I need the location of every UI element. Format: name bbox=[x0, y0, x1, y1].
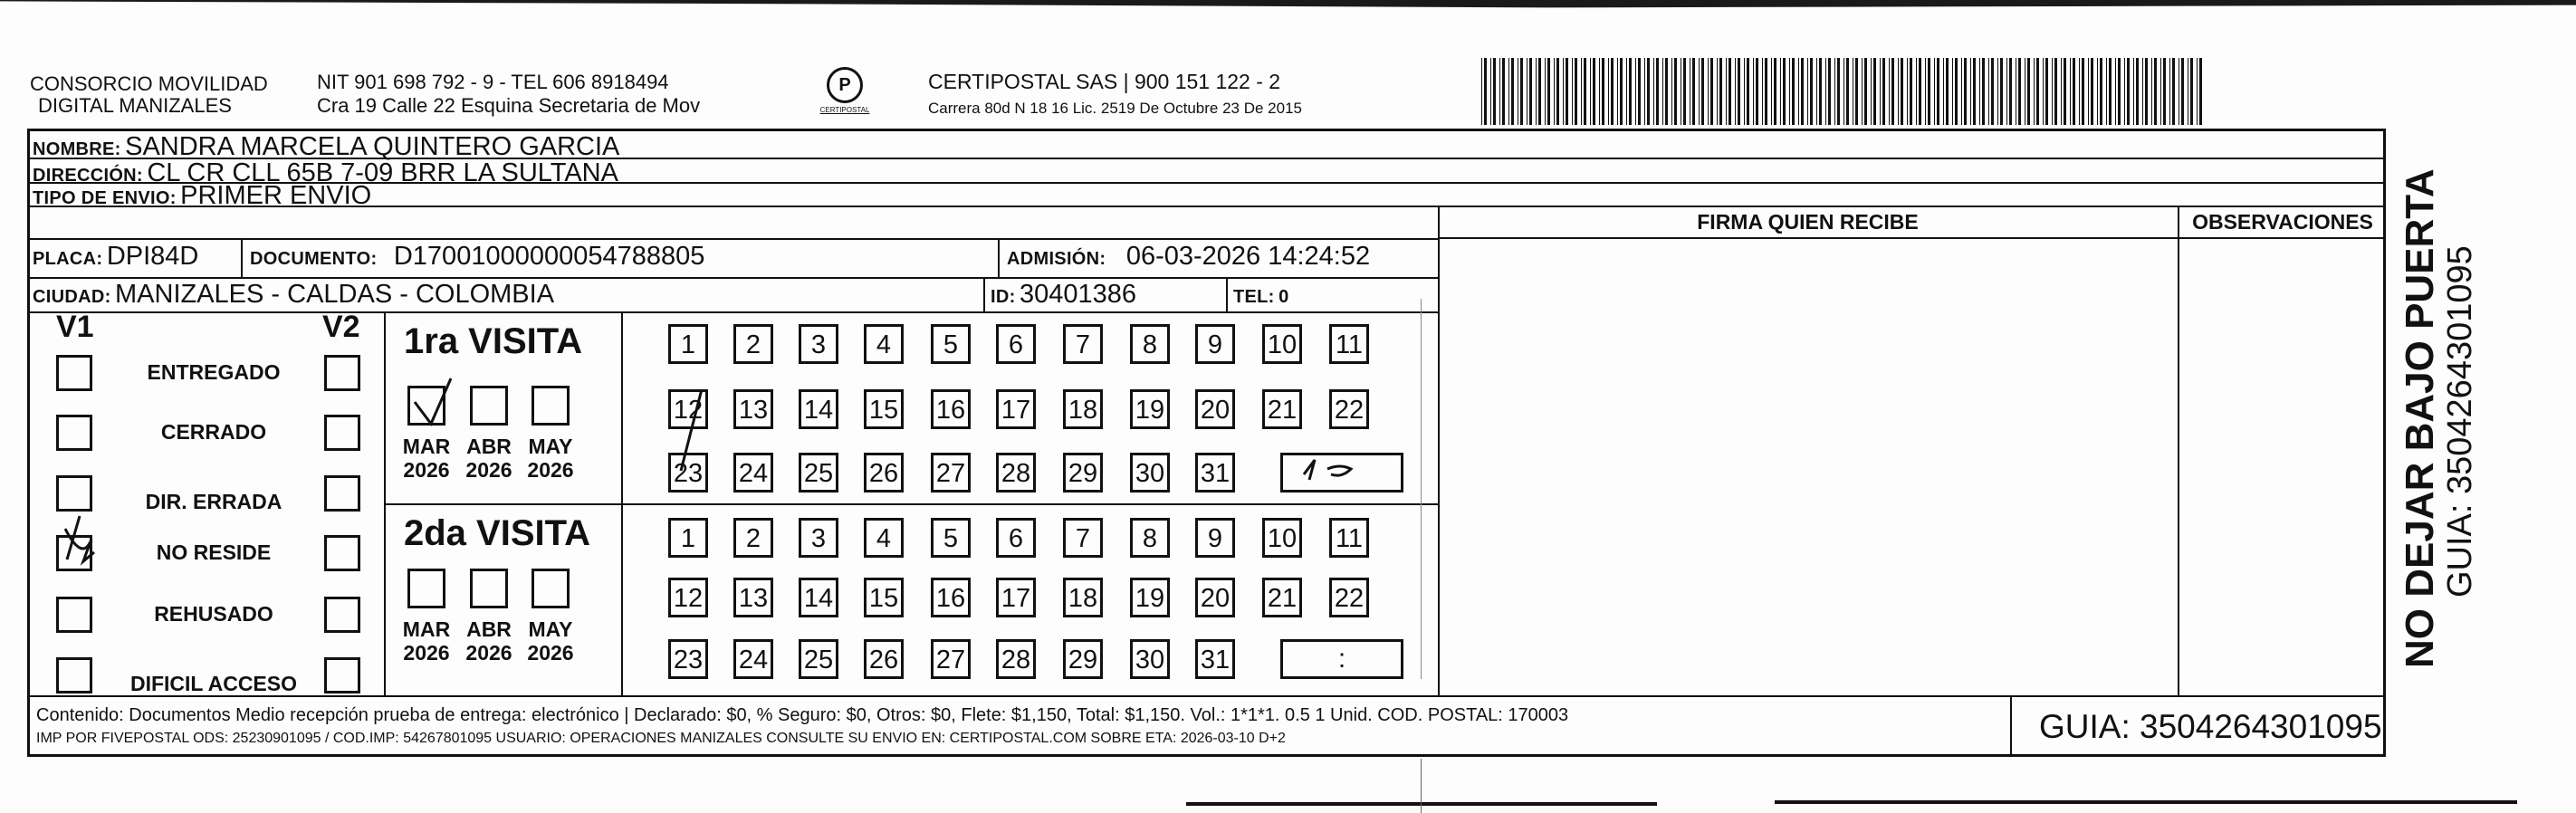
month-year: 2026 bbox=[527, 641, 574, 665]
company-line2: DIGITAL MANIZALES bbox=[38, 94, 232, 117]
side-guia: GUIA: 3504264301095 bbox=[2441, 245, 2479, 598]
day-number: 6 bbox=[1008, 523, 1024, 553]
status-label: NO RESIDE bbox=[156, 540, 272, 564]
day-number: 7 bbox=[1075, 330, 1091, 359]
day-number: 24 bbox=[738, 458, 769, 488]
day-number: 5 bbox=[943, 330, 959, 359]
status-label: CERRADO bbox=[160, 420, 267, 444]
month-name: ABR bbox=[466, 435, 512, 458]
day-number: 8 bbox=[1142, 330, 1158, 359]
day-number: 14 bbox=[803, 583, 834, 613]
day-number: 17 bbox=[1001, 583, 1031, 613]
direccion-label: DIRECCIÓN: bbox=[33, 166, 143, 186]
nombre-label: NOMBRE: bbox=[33, 139, 121, 159]
day-number: 19 bbox=[1135, 395, 1165, 425]
day-number: 9 bbox=[1207, 523, 1223, 553]
day-number: 21 bbox=[1267, 395, 1298, 425]
tipo-value: PRIMER ENVIO bbox=[180, 181, 372, 210]
nombre-value: SANDRA MARCELA QUINTERO GARCIA bbox=[125, 132, 620, 161]
month-year: 2026 bbox=[403, 458, 450, 482]
day-number: 13 bbox=[738, 583, 769, 613]
day-number: 9 bbox=[1207, 330, 1223, 359]
day-number: 23 bbox=[673, 458, 704, 488]
day-number: 7 bbox=[1075, 523, 1091, 553]
day-number: 15 bbox=[868, 395, 899, 425]
day-number: 1 bbox=[680, 330, 696, 359]
day-number: 3 bbox=[810, 330, 827, 359]
certipostal-line2: Carrera 80d N 18 16 Lic. 2519 De Octubre 23 De 2015 bbox=[928, 100, 1302, 117]
footer-line2: IMP POR FIVEPOSTAL ODS: 25230901095 / COD.IMP: 54267801095 USUARIO: OPERACIONES MANIZALES CONSULTE SU ENVIO EN: CERTIPOSTAL.COM SOBRE ETA: 2026-03-10 D+2 bbox=[36, 731, 1286, 746]
nit-line1: NIT 901 698 792 - 9 - TEL 606 8918494 bbox=[317, 71, 669, 93]
day-number: 18 bbox=[1068, 395, 1098, 425]
v2-label: V2 bbox=[322, 310, 360, 344]
day-number: 23 bbox=[673, 645, 704, 674]
day-number: 10 bbox=[1267, 523, 1298, 553]
scan-bottom-edge bbox=[1186, 802, 1657, 806]
day-number: 16 bbox=[935, 583, 966, 613]
day-number: 31 bbox=[1200, 458, 1231, 488]
day-number: 22 bbox=[1334, 583, 1365, 613]
certipostal-line1: CERTIPOSTAL SAS | 900 151 122 - 2 bbox=[928, 70, 1281, 93]
day-number: 12 bbox=[673, 395, 704, 425]
side-warning: NO DEJAR BAJO PUERTA bbox=[2398, 168, 2442, 668]
month-name: MAR bbox=[402, 435, 451, 458]
day-number: 16 bbox=[935, 395, 966, 425]
logo-brand-text: CERTIPOSTAL bbox=[819, 106, 870, 114]
day-number: 24 bbox=[738, 645, 769, 674]
status-label: REHUSADO bbox=[154, 602, 273, 626]
day-number: 31 bbox=[1200, 645, 1231, 674]
day-number: 15 bbox=[868, 583, 899, 613]
day-number: 28 bbox=[1001, 458, 1031, 488]
day-number: 8 bbox=[1142, 523, 1158, 553]
day-number: 13 bbox=[738, 395, 769, 425]
admision-value: 06-03-2026 14:24:52 bbox=[1125, 242, 1371, 271]
month-name: ABR bbox=[466, 617, 512, 641]
observaciones-label: OBSERVACIONES bbox=[2192, 210, 2373, 234]
documento-value: D17001000000054788805 bbox=[393, 242, 705, 271]
day-number: 4 bbox=[876, 330, 892, 359]
day-number: 27 bbox=[935, 645, 966, 674]
month-year: 2026 bbox=[527, 458, 574, 482]
day-number: 11 bbox=[1335, 523, 1364, 553]
id-value: 30401386 bbox=[1020, 280, 1137, 309]
day-number: 4 bbox=[876, 523, 892, 553]
v1-label: V1 bbox=[56, 310, 94, 344]
day-number: 5 bbox=[943, 523, 959, 553]
status-label: DIFICIL ACCESO bbox=[129, 672, 297, 695]
month-year: 2026 bbox=[403, 641, 450, 665]
day-number: 25 bbox=[803, 458, 834, 488]
footer-guia: GUIA: 3504264301095 bbox=[2039, 708, 2382, 745]
month-name: MAY bbox=[528, 435, 573, 458]
day-number: 19 bbox=[1135, 583, 1165, 613]
day-number: 29 bbox=[1068, 645, 1098, 674]
documento-label: DOCUMENTO: bbox=[250, 249, 378, 269]
footer-line1: Contenido: Documentos Medio recepción prueba de entrega: electrónico | Declarado: $0, % Seguro: $0, Otros: $0, Flete: $1,150, Total: $1,150. Vol.: 1*1*1. 0.5 1 Unid. COD. POSTAL: 170003 bbox=[36, 705, 1569, 725]
day-number: 20 bbox=[1200, 395, 1231, 425]
day-number: 14 bbox=[803, 395, 834, 425]
nit-line2: Cra 19 Calle 22 Esquina Secretaria de Mov bbox=[317, 94, 701, 117]
firma-label: FIRMA QUIEN RECIBE bbox=[1697, 210, 1919, 234]
day-number: 30 bbox=[1135, 458, 1165, 488]
tipo-label: TIPO DE ENVIO: bbox=[33, 188, 177, 208]
day-number: 20 bbox=[1200, 583, 1231, 613]
tel-value: 0 bbox=[1278, 287, 1289, 307]
day-number: 2 bbox=[745, 330, 761, 359]
month-name: MAY bbox=[528, 617, 573, 641]
month-year: 2026 bbox=[465, 641, 512, 665]
day-number: 26 bbox=[868, 458, 899, 488]
placa-value: DPI84D bbox=[106, 242, 199, 271]
day-number: 27 bbox=[935, 458, 966, 488]
company-line1: CONSORCIO MOVILIDAD bbox=[30, 72, 268, 95]
day-number: 10 bbox=[1267, 330, 1298, 359]
tel-label: TEL: bbox=[1233, 287, 1275, 307]
certipostal-logo-icon: P bbox=[827, 67, 863, 103]
day-number: 1 bbox=[680, 523, 696, 553]
ciudad-label: CIUDAD: bbox=[33, 287, 111, 307]
visit-time-field[interactable]: : bbox=[1280, 639, 1403, 679]
status-label: ENTREGADO bbox=[147, 360, 281, 384]
visita-2-title: 2da VISITA bbox=[404, 513, 590, 553]
day-number: 2 bbox=[745, 523, 761, 553]
day-number: 28 bbox=[1001, 645, 1031, 674]
day-number: 3 bbox=[810, 523, 827, 553]
month-name: MAR bbox=[402, 617, 451, 641]
day-number: 22 bbox=[1334, 395, 1365, 425]
day-number: 6 bbox=[1008, 330, 1024, 359]
day-number: 25 bbox=[803, 645, 834, 674]
month-year: 2026 bbox=[465, 458, 512, 482]
day-number: 29 bbox=[1068, 458, 1098, 488]
day-number: 12 bbox=[673, 583, 704, 613]
status-label: DIR. ERRADA bbox=[145, 490, 282, 513]
ciudad-value: MANIZALES - CALDAS - COLOMBIA bbox=[115, 280, 555, 309]
visita-1-title: 1ra VISITA bbox=[404, 321, 583, 361]
day-number: 11 bbox=[1335, 330, 1364, 359]
admision-label: ADMISIÓN: bbox=[1007, 249, 1106, 269]
day-number: 21 bbox=[1267, 583, 1298, 613]
placa-label: PLACA: bbox=[33, 249, 103, 269]
id-label: ID: bbox=[991, 287, 1016, 307]
day-number: 18 bbox=[1068, 583, 1098, 613]
day-number: 17 bbox=[1001, 395, 1031, 425]
day-number: 26 bbox=[868, 645, 899, 674]
day-number: 30 bbox=[1135, 645, 1165, 674]
direccion-value: CL CR CLL 65B 7-09 BRR LA SULTANA bbox=[147, 158, 618, 187]
